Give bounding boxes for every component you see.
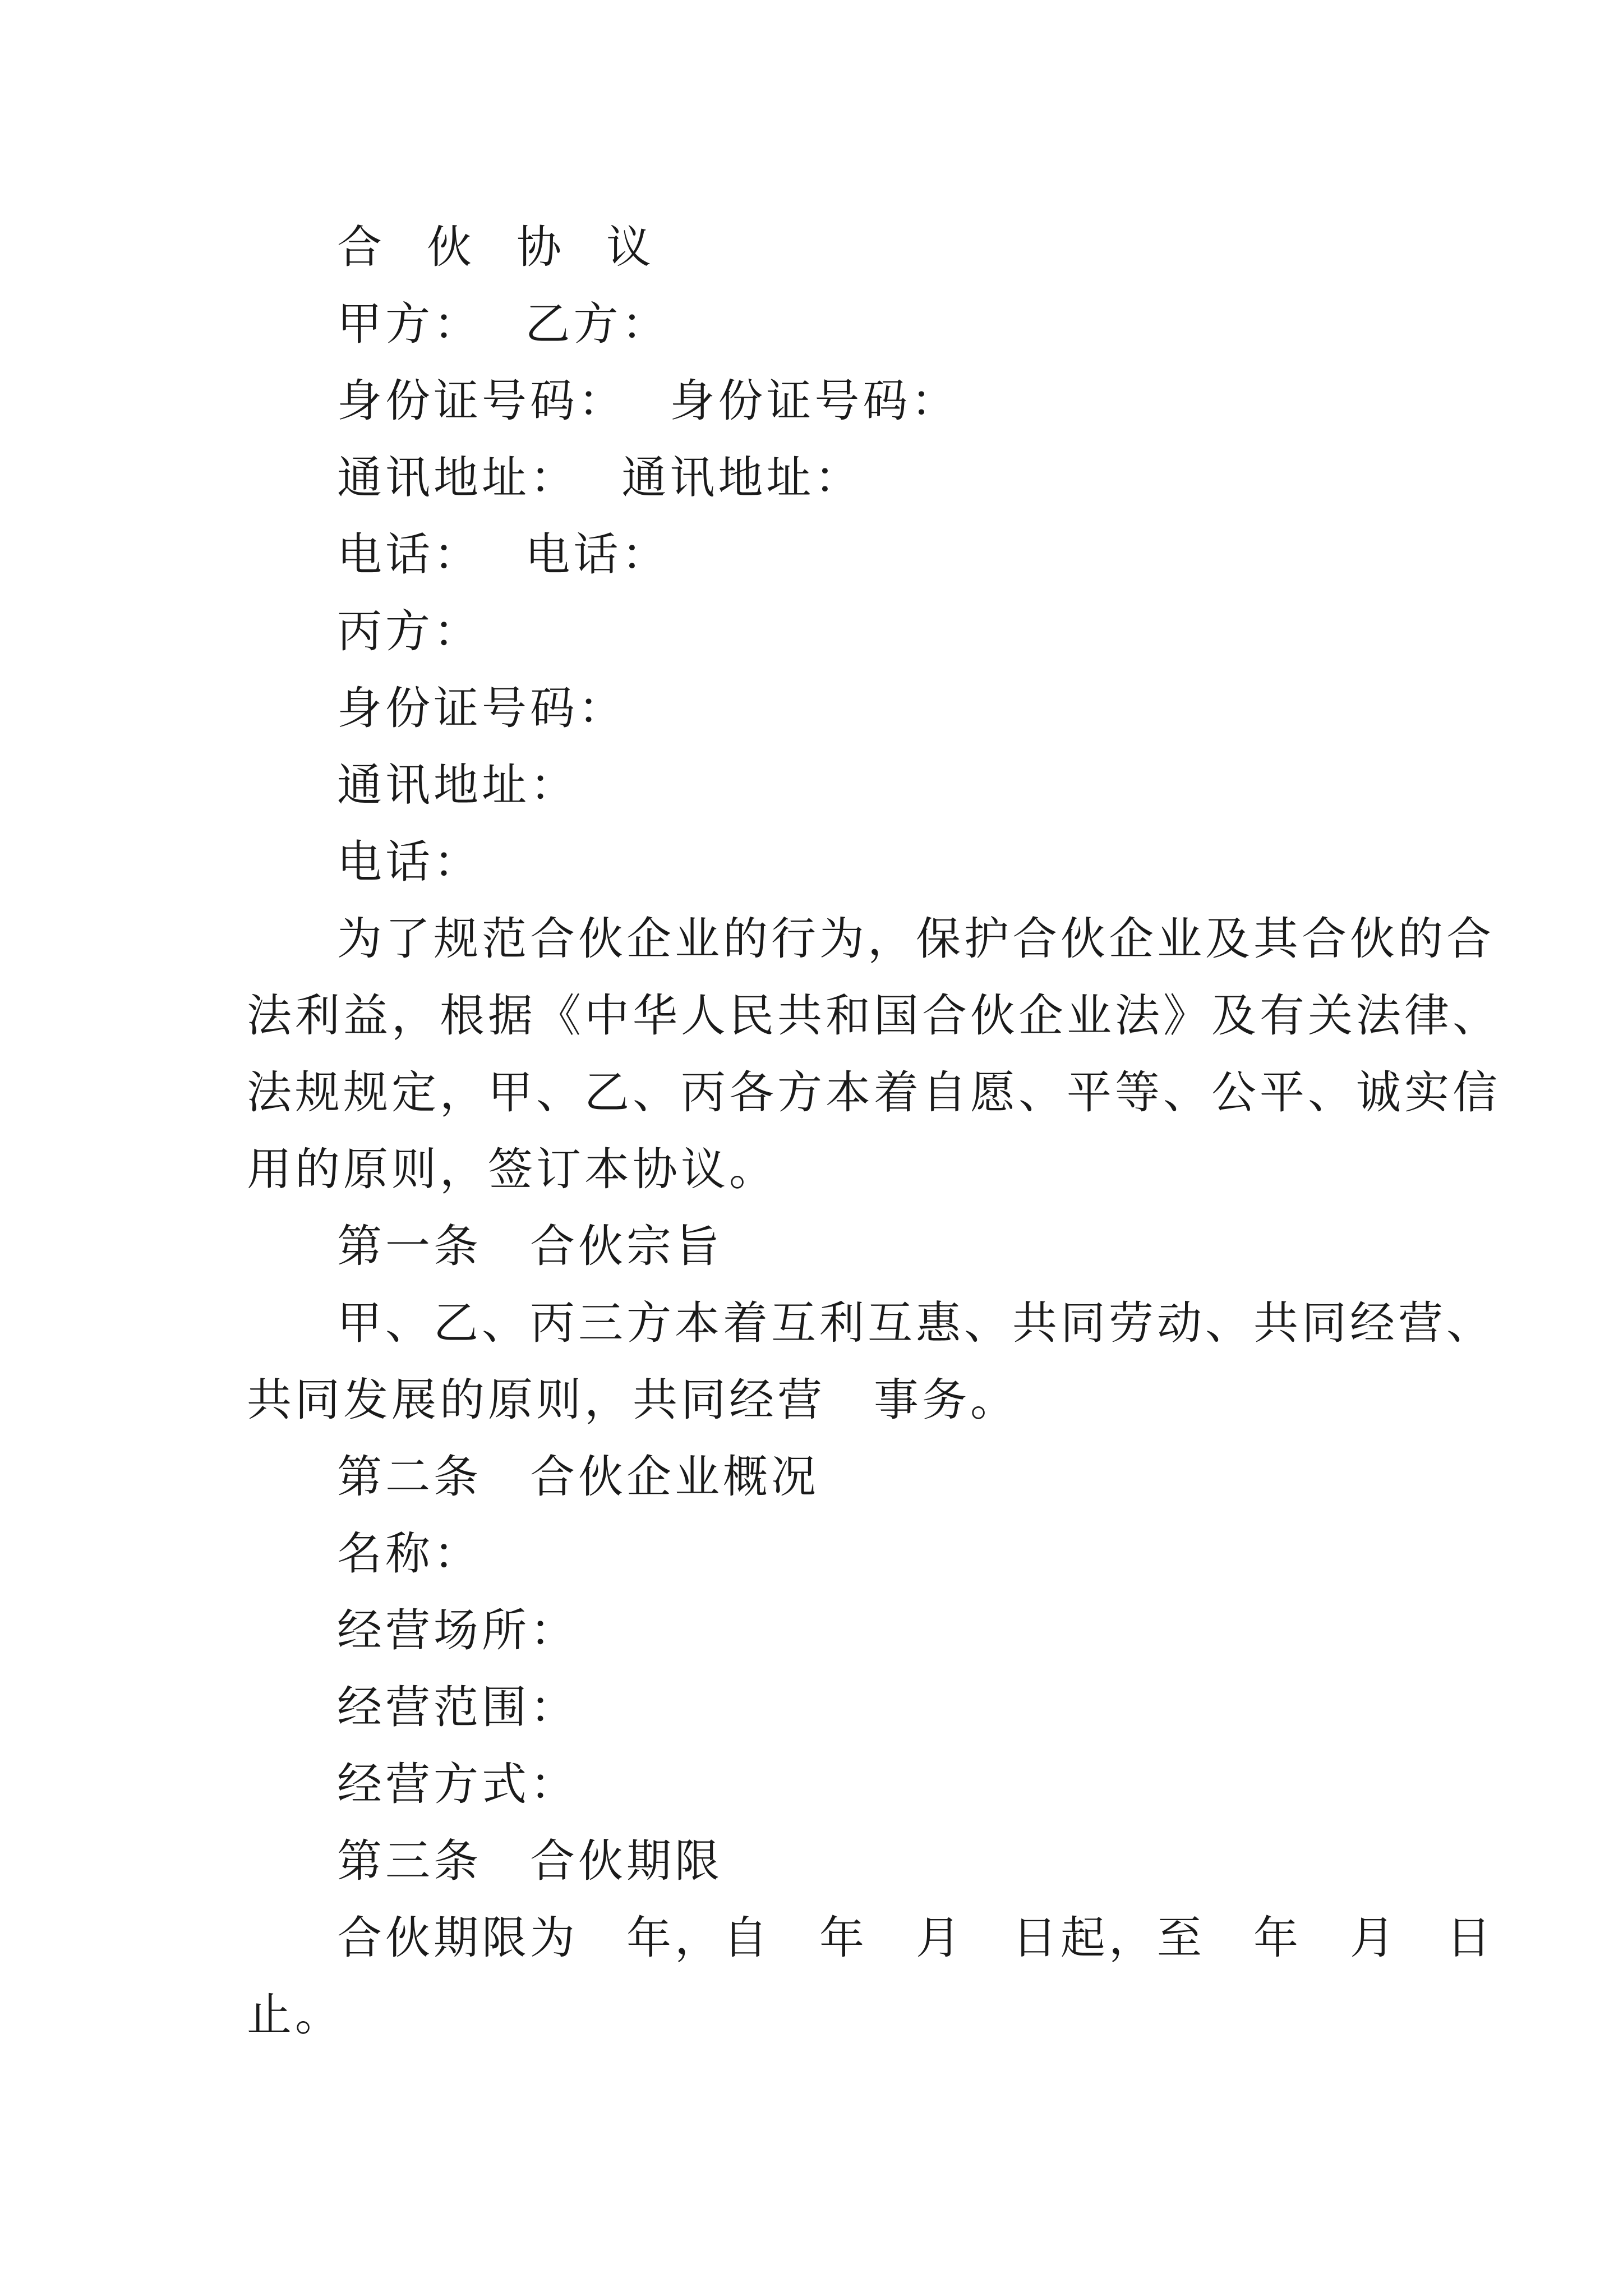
party-line-c-phone: 电话： — [337, 836, 482, 888]
preamble-line: 法规规定，甲、乙、丙各方本着自愿、平等、公平、诚实信 — [247, 1066, 1501, 1119]
field-business-scope: 经营范围： — [337, 1681, 578, 1733]
field-business-premises: 经营场所： — [337, 1604, 578, 1657]
article-1-heading: 第一条 合伙宗旨 — [337, 1220, 723, 1272]
field-name: 名称： — [337, 1527, 482, 1580]
party-line-a-b-address: 通讯地址： 通讯地址： — [337, 452, 863, 504]
article-3-heading: 第三条 合伙期限 — [337, 1835, 723, 1887]
article-2-heading: 第二条 合伙企业概况 — [337, 1451, 819, 1503]
article-3-body-line: 合伙期限为 年，自 年 月 日起，至 年 月 日 — [337, 1912, 1495, 1964]
article-3-body-line: 止。 — [247, 1989, 343, 2041]
party-line-c-name: 丙方： — [337, 605, 482, 657]
preamble-line: 为了规范合伙企业的行为，保护合伙企业及其合伙的合 — [337, 913, 1495, 965]
party-line-a-b-id: 身份证号码： 身份证号码： — [337, 375, 960, 427]
preamble-line: 法利益，根据《中华人民共和国合伙企业法》及有关法律、 — [247, 990, 1501, 1042]
party-line-a-b-phone: 电话： 电话： — [337, 528, 670, 581]
field-business-mode: 经营方式： — [337, 1758, 578, 1810]
document-body — [247, 209, 1501, 2053]
party-line-c-address: 通讯地址： — [337, 759, 578, 811]
document-title: 合 伙 协 议 — [337, 221, 651, 273]
article-1-body-line: 甲、乙、丙三方本着互利互惠、共同劳动、共同经营、 — [337, 1297, 1495, 1349]
party-line-c-id: 身份证号码： — [337, 682, 626, 734]
party-line-a-b-name: 甲方： 乙方： — [337, 298, 670, 350]
preamble-line: 用的原则，签订本协议。 — [247, 1143, 777, 1195]
article-1-body-line: 共同发展的原则，共同经营 事务。 — [247, 1374, 1018, 1426]
